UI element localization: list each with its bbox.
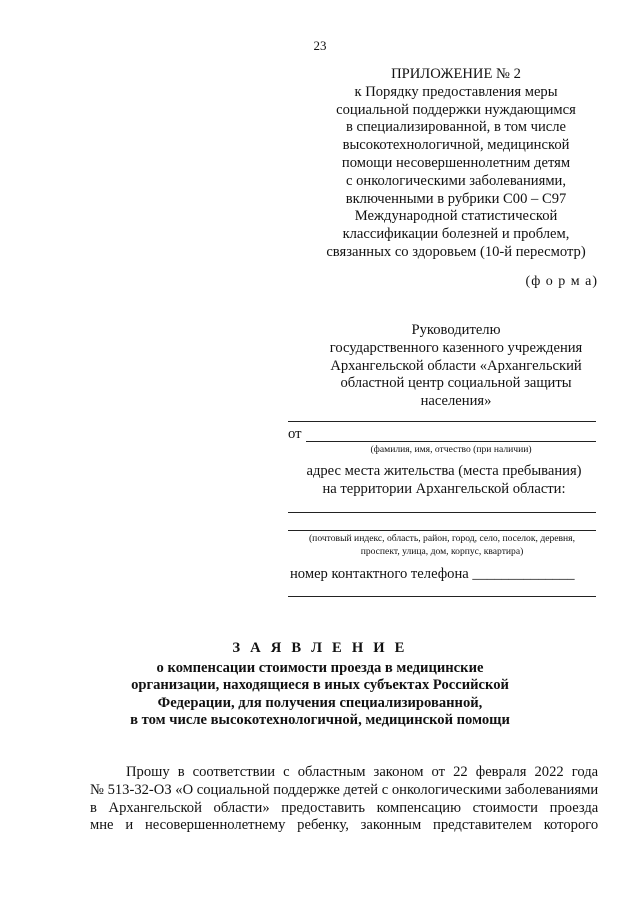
body-line-text: мне и несовершеннолетнему ребенку, законным представителем которого [90,817,599,834]
phone-field[interactable]: номер контактного телефона ______________ [290,566,575,582]
appendix-line: социальной поддержки нуждающимся [336,101,576,118]
appendix-line: высокотехнологичной, медицинской [342,137,570,154]
addressee-line: областной центр социальной защиты [340,375,572,392]
appendix-line: классификации болезней и проблем, [342,226,570,243]
statement-subtitle-line: о компенсации стоимости проезда в медицинские [156,659,484,676]
addressee-line: Архангельской области «Архангельский [330,357,582,374]
page-number: 23 [313,38,327,53]
appendix-line: включенными в рубрики С00 – С97 [345,190,567,207]
address-field-line-1[interactable] [288,512,596,513]
phone-extra-line[interactable] [288,596,596,597]
body-line-text: № 513-32-ОЗ «О социальной поддержке детей с онкологическими заболеваниями [90,781,599,798]
address-caption [286,533,598,558]
statement-title: З А Я В Л Е Н И Е [232,640,408,656]
appendix-line: в специализированной, в том числе [345,119,566,136]
body-line [90,764,598,782]
from-prefix: от [288,426,302,442]
appendix-line: с онкологическими заболеваниями, [345,172,567,189]
address-heading-line: адрес места жительства (места пребывания) [306,463,582,479]
body-line-text: в Архангельской области» предоставить компенсацию стоимости проезда [90,799,599,816]
from-name-field[interactable] [306,441,596,442]
from-name-caption: (фамилия, имя, отчество (при наличии) [370,444,532,455]
address-field-line-2[interactable] [288,530,596,531]
appendix-line: помощи несовершеннолетним детям [341,154,571,171]
address-heading-line: на территории Архангельской области: [322,481,566,497]
appendix-line: связанных со здоровьем (10-й пересмотр) [326,243,586,260]
appendix-header [296,66,616,262]
form-label: (ф о р м а) [525,274,598,289]
statement-subtitle-line: организации, находящиеся в иных субъектах Российской [131,677,509,694]
statement-subtitle-line: в том числе высокотехнологичной, медицинской помощи [130,712,510,729]
body-line [90,817,598,835]
statement-subtitle-line: Федерации, для получения специализированной, [157,694,483,711]
body-line [90,782,598,800]
statement-title-block [60,640,580,730]
addressee-block [296,322,616,411]
addressee-line: населения» [420,393,492,410]
addressee-line: Руководителю [411,322,501,338]
statement-body [90,764,598,835]
addressee-blank-line[interactable] [288,421,596,422]
appendix-title: ПРИЛОЖЕНИЕ № 2 [391,66,521,82]
address-heading [288,462,600,498]
appendix-line: к Порядку предоставления меры [354,83,558,100]
addressee-line: государственного казенного учреждения [329,339,583,356]
body-line-text: Прошу в соответствии с областным законом от 22 февраля 2022 года [126,764,599,780]
address-caption-line: (почтовый индекс, область, район, город, село, поселок, деревня, [308,533,575,544]
body-line [90,800,598,818]
appendix-line: Международной статистической [354,208,558,225]
address-caption-line: проспект, улица, дом, корпус, квартира) [360,545,524,557]
